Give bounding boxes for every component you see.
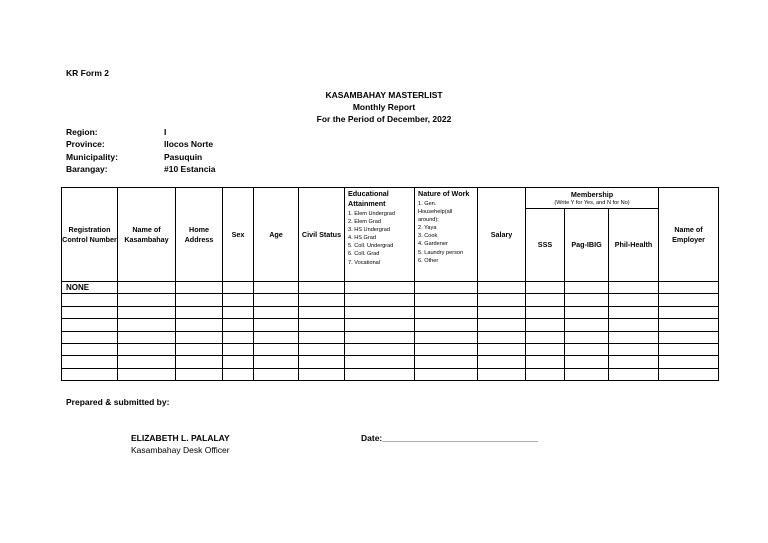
form-id: KR Form 2 (66, 68, 109, 78)
table-row (62, 331, 719, 343)
table-row (62, 294, 719, 306)
education-option: 4. HS Grad (348, 235, 376, 242)
work-options (418, 200, 474, 265)
report-period: For the Period of December, 2022 (316, 114, 452, 124)
education-options (348, 210, 411, 267)
education-option: 5. Coll. Undergrad (348, 243, 394, 250)
education-option: 7. Vocational (348, 259, 381, 266)
work-option: 2. Yaya (418, 225, 437, 232)
signatory-title: Kasambahay Desk Officer (131, 444, 230, 455)
table-row (62, 282, 719, 294)
header-education (345, 188, 415, 282)
region-label: Region: (66, 127, 98, 137)
work-option: 6. Other (418, 257, 439, 264)
education-option: 3. HS Undergrad (348, 227, 390, 234)
municipality-label: Municipality: (66, 151, 118, 162)
header-philhealth: Phil-Health (609, 209, 659, 282)
education-option: 2. Elem Grad (348, 219, 381, 226)
location-row-region (66, 126, 216, 138)
location-row-province (66, 138, 216, 150)
header-employer: Name of Employer (659, 188, 719, 282)
table-row (62, 368, 719, 380)
header-name: Name of Kasambahay (118, 188, 176, 282)
table-row (62, 343, 719, 355)
header-membership (526, 188, 659, 209)
municipality-value: Pasuquin (164, 151, 203, 162)
work-option: 3. Cook (418, 233, 438, 240)
region-value: I (164, 127, 167, 137)
barangay-value: #10 Estancia (164, 163, 216, 174)
header-pagibig: Pag-IBIG (565, 209, 609, 282)
education-title: Educational Attainment (348, 189, 389, 208)
report-subtitle: Monthly Report (352, 102, 416, 112)
location-row-barangay (66, 163, 216, 175)
education-option: 6. Coll. Grad (348, 251, 380, 258)
work-option: 5. Laundry person (418, 249, 464, 256)
work-option: 4. Gardener (418, 241, 448, 248)
province-value: Ilocos Norte (164, 139, 214, 150)
province-label: Province: (66, 139, 105, 150)
work-option: Househelp(all (418, 209, 453, 216)
header-age: Age (254, 188, 299, 282)
header-sex: Sex (223, 188, 254, 282)
header-sss: SSS (526, 209, 565, 282)
date-field: Date:_________________________________ (361, 433, 539, 443)
education-option: 1. Elem Undergrad (348, 211, 395, 217)
row-registration-cell: NONE (62, 282, 118, 294)
header-address: Home Address (176, 188, 223, 282)
header-registration: Registration Control Number (62, 188, 118, 282)
signatory-block (131, 433, 230, 456)
membership-note: (Write Y for Yes, and N for No) (554, 199, 630, 206)
work-option: 1. Gen. (418, 201, 437, 207)
header-civil-status: Civil Status (299, 188, 345, 282)
header-work (415, 188, 478, 282)
work-option: around); (418, 217, 439, 224)
signatory-name: ELIZABETH L. PALALAY (131, 433, 230, 443)
barangay-label: Barangay: (66, 163, 108, 174)
table-row (62, 319, 719, 331)
masterlist-table (61, 187, 719, 381)
report-title: KASAMBAHAY MASTERLIST (325, 90, 443, 100)
prepared-label: Prepared & submitted by: (66, 397, 170, 407)
table-row (62, 356, 719, 368)
header-salary: Salary (478, 188, 526, 282)
work-title: Nature of Work (418, 189, 470, 198)
location-row-municipality (66, 151, 216, 163)
table-row (62, 306, 719, 318)
report-header (234, 89, 534, 125)
location-block (66, 126, 216, 175)
membership-title: Membership (570, 189, 614, 199)
